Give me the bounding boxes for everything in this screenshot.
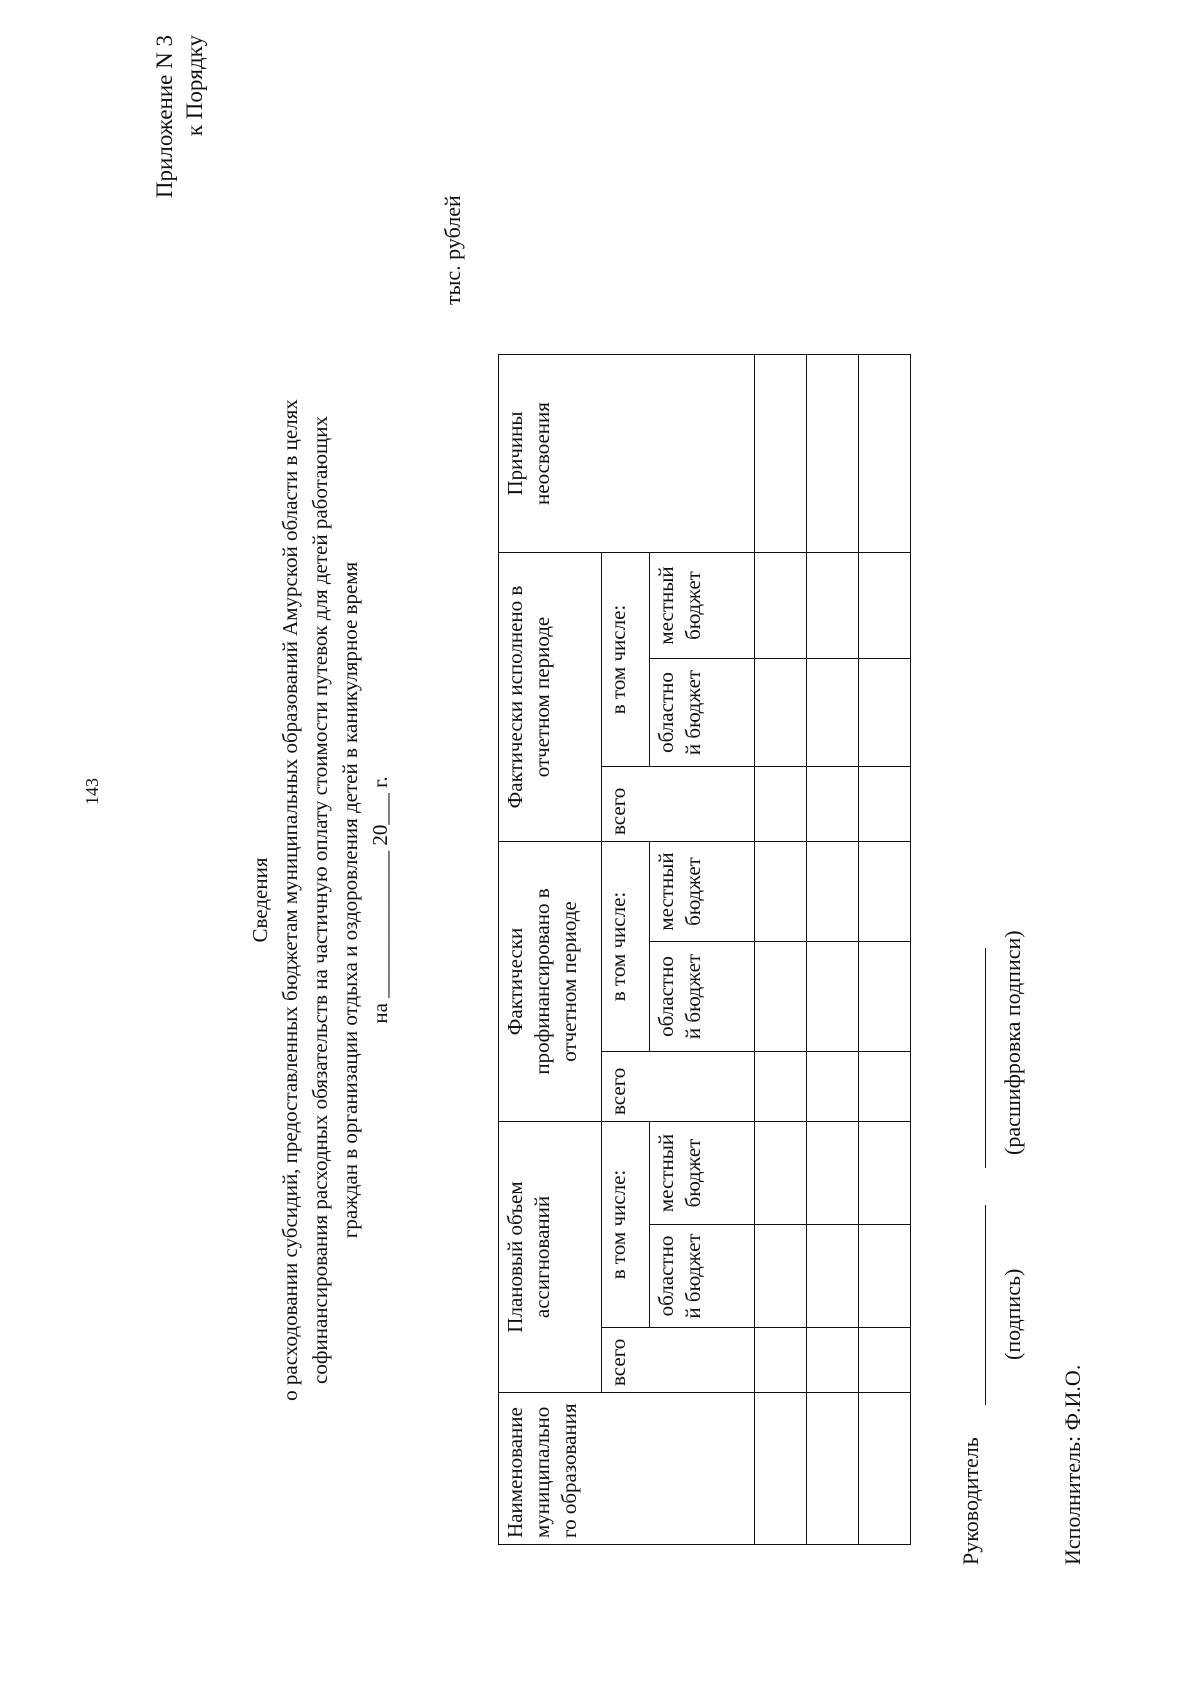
table-cell	[755, 1328, 807, 1393]
header-financed-regional: областно й бюджет	[650, 942, 755, 1052]
title-line-3: граждан в организации отдыха и оздоровления детей в каникулярное время	[338, 561, 362, 1239]
appendix-label	[150, 35, 210, 320]
header-financed-local: местный бюджет	[650, 842, 755, 942]
table-cell	[859, 842, 911, 942]
signature-line	[985, 1205, 986, 1405]
header-financed-total: всего	[602, 1052, 755, 1122]
signature-decode-line	[985, 948, 986, 1168]
table-cell	[807, 1328, 859, 1393]
header-executed-local: местный бюджет	[650, 553, 755, 659]
header-planned-local: местный бюджет	[650, 1122, 755, 1225]
signature-decode-caption: (расшифровка подписи)	[1000, 930, 1025, 1155]
header-executed-total: всего	[602, 767, 755, 842]
table-cell	[859, 1225, 911, 1328]
table-row	[807, 355, 859, 1545]
header-planned-total: всего	[602, 1328, 755, 1393]
page-number: 143	[82, 778, 102, 805]
header-municipality: Наименование муниципально го образования	[499, 1393, 755, 1545]
table-cell	[755, 1052, 807, 1122]
table-cell	[755, 553, 807, 659]
table-cell	[859, 1393, 911, 1545]
header-executed-regional: областно й бюджет	[650, 659, 755, 767]
table-cell	[807, 942, 859, 1052]
table-cell	[755, 659, 807, 767]
table-cell	[807, 1225, 859, 1328]
header-financed: Фактически профинансировано в отчетном периоде	[499, 842, 602, 1122]
table-cell	[807, 1122, 859, 1225]
table-cell	[755, 1122, 807, 1225]
document-title	[245, 240, 395, 1560]
table-cell	[859, 767, 911, 842]
table-cell	[859, 659, 911, 767]
header-planned-regional: областно й бюджет	[650, 1225, 755, 1328]
table-cell	[859, 553, 911, 659]
table-cell	[859, 1328, 911, 1393]
title-line-1: о расходовании субсидий, предоставленных бюджетам муниципальных образований Амурской области в целях	[278, 399, 302, 1401]
table-cell	[755, 1225, 807, 1328]
header-reasons: Причины неосвоения	[499, 355, 755, 553]
signature-caption: (подпись)	[1000, 1268, 1025, 1360]
executor-label: Исполнитель: Ф.И.О.	[1060, 1364, 1085, 1565]
report-table	[498, 354, 911, 1545]
header-planned: Плановый объем ассигнований	[499, 1122, 602, 1393]
header-planned-incl: в том числе:	[602, 1122, 650, 1328]
header-financed-incl: в том числе:	[602, 842, 650, 1052]
title-line-2: софинансирования расходных обязательств на частичную оплату стоимости путевок для детей работающих	[308, 416, 332, 1384]
appendix-line-1: Приложение N 3	[152, 35, 177, 199]
units-label: тыс. рублей	[440, 195, 465, 305]
header-executed-incl: в том числе:	[602, 553, 650, 767]
title-heading: Сведения	[248, 857, 272, 943]
table-cell	[859, 942, 911, 1052]
table-cell	[755, 355, 807, 553]
table-cell	[807, 553, 859, 659]
table-cell	[807, 355, 859, 553]
table-cell	[755, 842, 807, 942]
table-cell	[807, 1052, 859, 1122]
table-row	[859, 355, 911, 1545]
table-cell	[755, 767, 807, 842]
table-cell	[807, 842, 859, 942]
table-cell	[807, 659, 859, 767]
table-cell	[755, 1393, 807, 1545]
table-cell	[859, 1052, 911, 1122]
table-cell	[859, 355, 911, 553]
signature-head-label: Руководитель	[958, 1437, 983, 1565]
table-cell	[807, 767, 859, 842]
table-cell	[807, 1393, 859, 1545]
header-executed: Фактически исполнено в отчетном периоде	[499, 553, 602, 842]
table-cell	[859, 1122, 911, 1225]
appendix-line-2: к Порядку	[182, 35, 207, 137]
table-row	[755, 355, 807, 1545]
table-cell	[755, 942, 807, 1052]
title-line-4: на ______________ 20___ г.	[368, 776, 392, 1024]
